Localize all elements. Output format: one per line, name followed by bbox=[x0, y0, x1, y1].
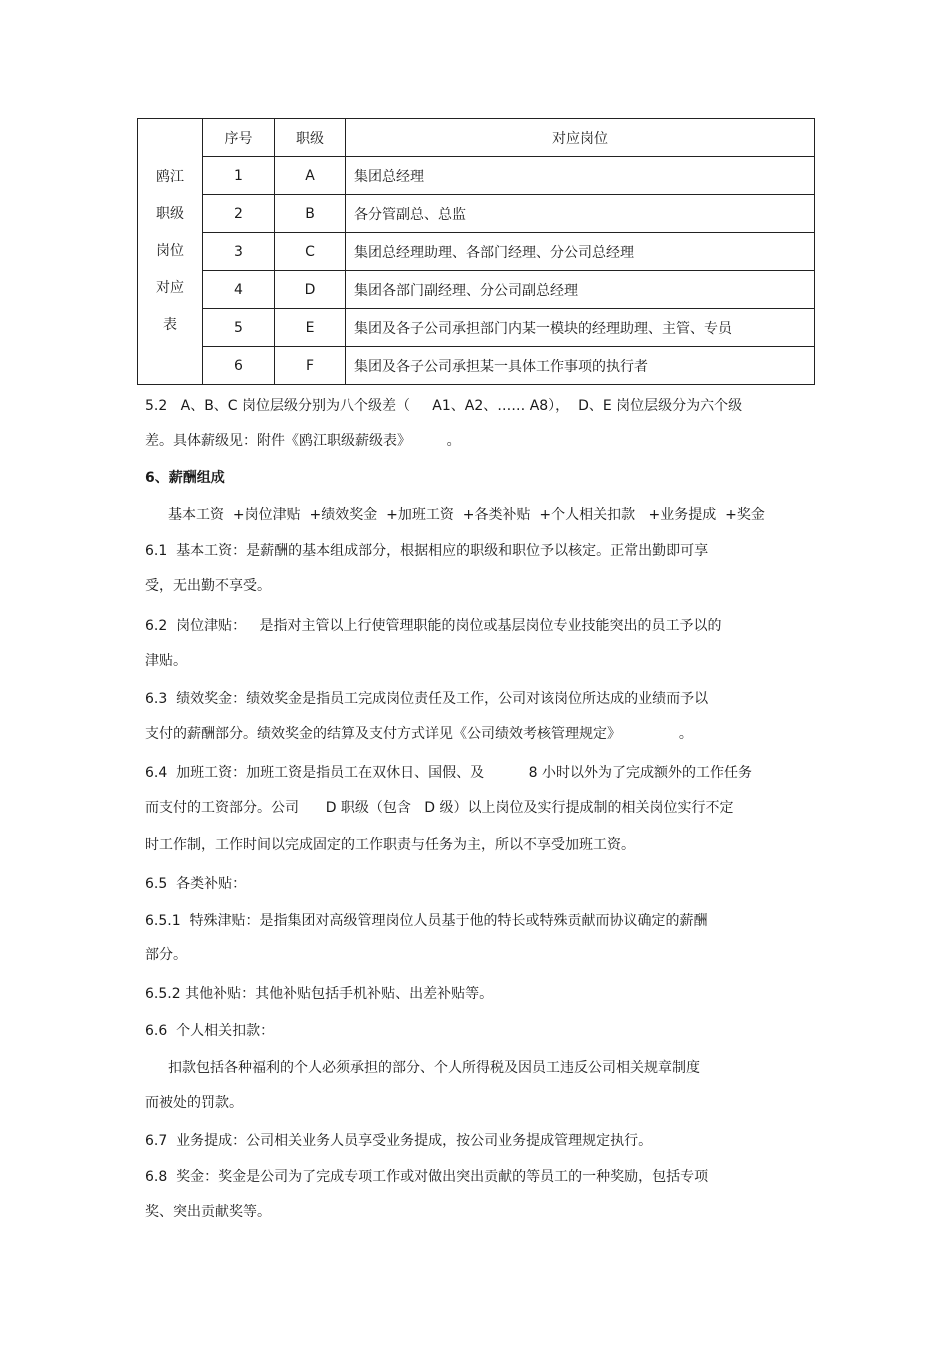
table-row bbox=[138, 233, 815, 271]
paragraph-line: 6.5.1 特殊津贴：是指集团对高级管理岗位人员基于他的特长或特殊贡献而协议确定的薪酬 bbox=[145, 913, 708, 929]
cell-grade: C bbox=[275, 233, 346, 271]
cell-post: 集团及各子公司承担某一具体工作事项的执行者 bbox=[346, 347, 815, 385]
table-row bbox=[138, 157, 815, 195]
cell-grade: A bbox=[275, 157, 346, 195]
paragraph-line: 而支付的工资部分。公司 D 职级（包含 D 级）以上岗位及实行提成制的相关岗位实行不定 bbox=[145, 800, 734, 816]
paragraph-line: 5.2 A、B、C 岗位层级分别为八个级差（ A1、A2、…… A8）， D、E 岗位层级分为六个级 bbox=[145, 398, 743, 414]
cell-post: 集团及各子公司承担部门内某一模块的经理助理、主管、专员 bbox=[346, 309, 815, 347]
paragraph-line: 津贴。 bbox=[145, 653, 187, 669]
side-label-line: 表 bbox=[163, 317, 177, 333]
header-post: 对应岗位 bbox=[346, 119, 815, 157]
cell-grade: B bbox=[275, 195, 346, 233]
cell-grade: D bbox=[275, 271, 346, 309]
cell-no: 3 bbox=[203, 233, 275, 271]
cell-no: 2 bbox=[203, 195, 275, 233]
cell-no: 5 bbox=[203, 309, 275, 347]
paragraph-line: 受，无出勤不享受。 bbox=[145, 578, 271, 594]
paragraph-line: 6.7 业务提成：公司相关业务人员享受业务提成，按公司业务提成管理规定执行。 bbox=[145, 1133, 653, 1149]
side-label-line: 岗位 bbox=[156, 243, 184, 259]
paragraph-line: 6.2 岗位津贴： 是指对主管以上行使管理职能的岗位或基层岗位专业技能突出的员工予以的 bbox=[145, 618, 722, 634]
header-no: 序号 bbox=[203, 119, 275, 157]
paragraph-line: 支付的薪酬部分。绩效奖金的结算及支付方式详见《公司绩效考核管理规定》 。 bbox=[145, 726, 693, 742]
cell-grade: F bbox=[275, 347, 346, 385]
table-row bbox=[138, 195, 815, 233]
paragraph-line: 6.8 奖金：奖金是公司为了完成专项工作或对做出突出贡献的等员工的一种奖励，包括专项 bbox=[145, 1169, 709, 1185]
paragraph-line: 6.3 绩效奖金：绩效奖金是指员工完成岗位责任及工作，公司对该岗位所达成的业绩而予以 bbox=[145, 691, 709, 707]
grade-position-table bbox=[137, 118, 815, 385]
cell-post: 集团总经理助理、各部门经理、分公司总经理 bbox=[346, 233, 815, 271]
table-header-row bbox=[138, 119, 815, 157]
side-label-line: 鸥江 bbox=[156, 169, 184, 185]
cell-post: 集团总经理 bbox=[346, 157, 815, 195]
paragraph-line: 而被处的罚款。 bbox=[145, 1095, 243, 1111]
paragraph-line: 奖、突出贡献奖等。 bbox=[145, 1204, 271, 1220]
paragraph-line: 差。具体薪级见：附件《鸥江职级薪级表》 。 bbox=[145, 433, 461, 449]
salary-formula: 基本工资 +岗位津贴 +绩效奖金 +加班工资 +各类补贴 +个人相关扣款 +业务提成 +奖金 bbox=[168, 507, 765, 523]
cell-post: 集团各部门副经理、分公司副总经理 bbox=[346, 271, 815, 309]
paragraph-line: 6.1 基本工资：是薪酬的基本组成部分，根据相应的职级和职位予以核定。正常出勤即可享 bbox=[145, 543, 709, 559]
paragraph-line: 6.5.2 其他补贴：其他补贴包括手机补贴、出差补贴等。 bbox=[145, 986, 494, 1002]
table-row bbox=[138, 271, 815, 309]
paragraph-line: 时工作制，工作时间以完成固定的工作职责与任务为主，所以不享受加班工资。 bbox=[145, 837, 635, 853]
paragraph-line: 6.4 加班工资：加班工资是指员工在双休日、国假、及 8 小时以外为了完成额外的工作任务 bbox=[145, 765, 753, 781]
paragraph-line: 6.5 各类补贴： bbox=[145, 876, 247, 892]
paragraph-line: 部分。 bbox=[145, 947, 187, 963]
table-side-label bbox=[138, 119, 203, 385]
side-label-line: 职级 bbox=[156, 206, 184, 222]
cell-post: 各分管副总、总监 bbox=[346, 195, 815, 233]
side-label-line: 对应 bbox=[156, 280, 184, 296]
paragraph-line: 扣款包括各种福利的个人必须承担的部分、个人所得税及因员工违反公司相关规章制度 bbox=[168, 1060, 700, 1076]
cell-no: 4 bbox=[203, 271, 275, 309]
cell-no: 6 bbox=[203, 347, 275, 385]
table-row bbox=[138, 309, 815, 347]
paragraph-line: 6.6 个人相关扣款： bbox=[145, 1023, 275, 1039]
cell-grade: E bbox=[275, 309, 346, 347]
cell-no: 1 bbox=[203, 157, 275, 195]
header-grade: 职级 bbox=[275, 119, 346, 157]
section-heading: 6、薪酬组成 bbox=[145, 470, 225, 486]
table-row bbox=[138, 347, 815, 385]
